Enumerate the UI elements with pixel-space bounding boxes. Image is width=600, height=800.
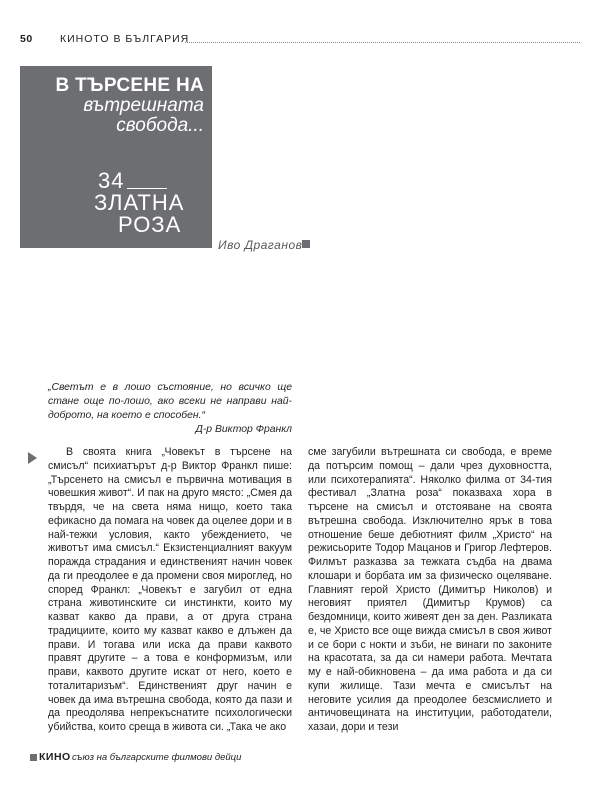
festival-logo	[92, 168, 212, 237]
title-line-1: В ТЪРСЕНЕ НА	[55, 75, 204, 96]
running-header	[20, 33, 580, 47]
festival-name-line-1: ЗЛАТНА	[94, 190, 185, 215]
author-name: Иво Драганов	[218, 238, 303, 252]
festival-number: 34	[98, 168, 125, 193]
epigraph-quote: „Светът е в лошо състояние, но всичко ще стане още по-лошо, ако всеки не направи най-доброто, на което е способен.“	[48, 382, 292, 421]
header-dotted-rule	[185, 42, 580, 43]
footer-text: съюз на българските филмови дейци	[72, 752, 242, 763]
section-title: КИНОТО В БЪЛГАРИЯ	[60, 33, 190, 45]
page-number: 50	[20, 33, 33, 45]
footer-square-icon	[30, 754, 37, 761]
author-square-icon	[302, 240, 310, 248]
epigraph	[48, 381, 292, 437]
footer-brand: КИНО	[39, 751, 71, 763]
article-title	[20, 76, 204, 136]
triangle-marker-icon	[28, 452, 37, 464]
body-column-1: В своята книга „Човекът в търсене на смисъл“ психиатърът д-р Виктор Франкл пише: „Търсенето на смисъл е първична мотивация в човешкия живот“. И пак на друго място: „Смея да твърдя, че на света няма нищо, което така ефикасно да помага на човек да оцелее дори и в най-тежки условия, както убеждението, че животът има смисъл.“ Екзистенциалният вакуум поражда страдания и единственият начин човек да ги преодолее е да промени своя мироглед, но според Франкл: „Човекът е загубил от една страна животинските си инстинкти, които му казват какво да прави, а от друга страна традициите, които му казват какво е длъжен да прави. И тогава или иска да прави каквото правят другите – а това е конформизъм, или прави, каквото другите искат от него, което е тоталитаризъм“. Единственият друг начин е човек да има вътрешна свобода, която да пази и да преодолява непрекъснатите психологически убийства, които среща в живота си. „Така че ако	[48, 446, 292, 733]
festival-logo-rule	[127, 188, 167, 189]
title-line-2: вътрешната свобода...	[83, 95, 204, 136]
epigraph-source: Д-р Виктор Франкл	[195, 424, 292, 435]
body-column-2: сме загубили вътрешната си свобода, е време да потърсим помощ – дали чрез духовността, или психотерапията“. Няколко филма от 34-тия фестивал „Златна роза“ показваха хора в търсене на смисъл и отстояване на своята вътрешна свобода. Изключително ярък в това отношение беше дебютният филм „Христо“ на режисьорите Тодор Мацанов и Григор Лефтеров. Филмът разказва за тежката съдба на двама клошари и борбата им за физическо оцеляване. Главният герой Христо (Димитър Николов) и неговият приятел (Димитър Крумов) са бездомници, които живеят ден за ден. Разликата е, че Христо все още вижда смисъл в своя живот и се бори с нокти и зъби, не винаги по законите на красотата, за да си намери работа. Мечтата му е най-обикновена – да има работа и да си купи жилище. Тази мечта е смисълът на неговите усилия да преодолее безсмислието и античовещината на институции, работодатели, хазаи, дори и тези	[308, 446, 552, 733]
festival-name-line-2: РОЗА	[118, 212, 182, 237]
title-block	[20, 66, 212, 248]
